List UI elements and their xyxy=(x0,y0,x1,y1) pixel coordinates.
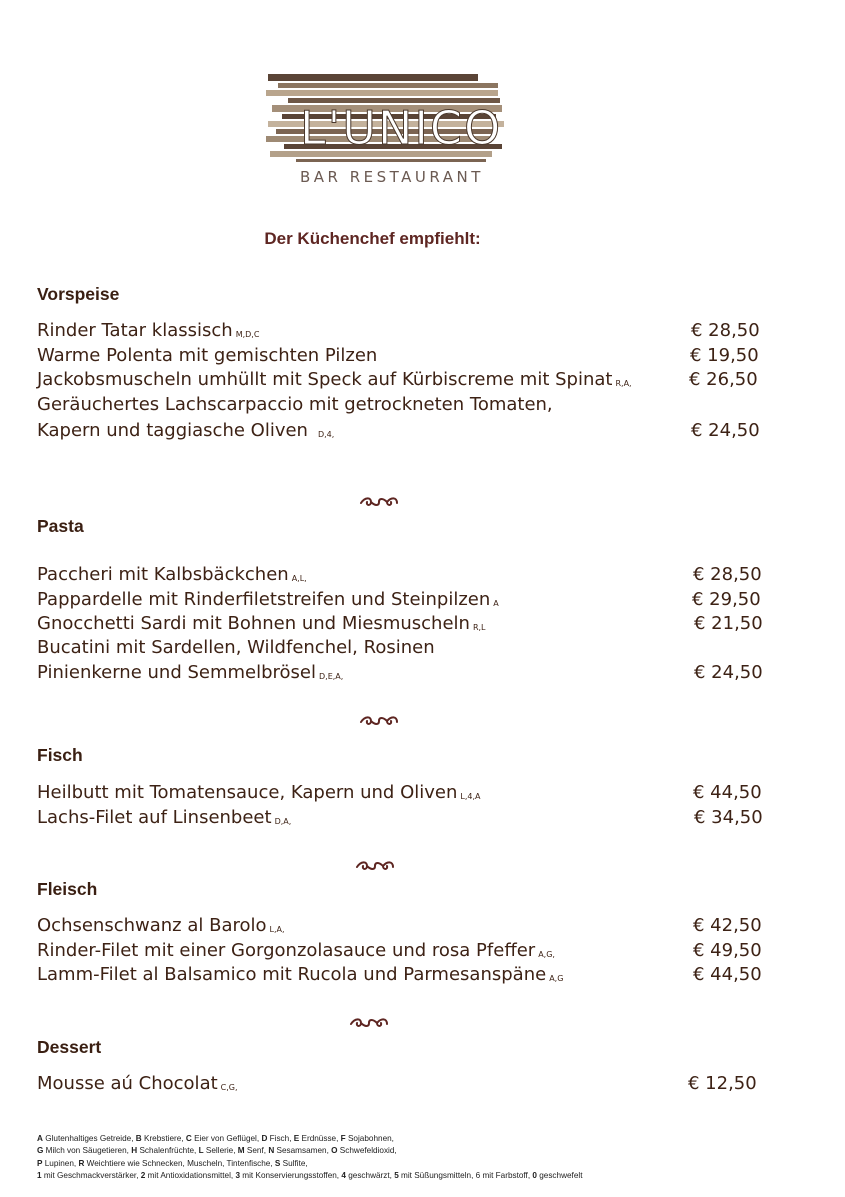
section-title-dessert: Dessert xyxy=(37,1037,102,1057)
allergen-codes: A,L, xyxy=(291,574,307,583)
menu-item xyxy=(37,420,760,444)
menu-item xyxy=(37,589,761,613)
allergen-codes: D,A, xyxy=(274,817,292,826)
allergen-legend xyxy=(37,1133,582,1182)
legend-line: G Milch von Säugetieren, H Schalenfrüchte, L Sellerie, M Senf, N Sesamsamen, O Schwefeldioxid, xyxy=(37,1146,397,1156)
dish-name: Rinder-Filet mit einer Gorgonzolasauce und rosa Pfeffer xyxy=(37,940,536,961)
allergen-codes: A,G xyxy=(549,974,564,983)
menu-item xyxy=(37,394,757,418)
logo-wordmark: L'UNICO xyxy=(300,101,503,155)
page-title: Der Küchenchef empfiehlt: xyxy=(264,229,481,248)
dish-name: Heilbutt mit Tomatensauce, Kapern und Oliven xyxy=(37,782,458,803)
menu-item xyxy=(37,964,762,988)
dish-name: Ochsenschwanz al Barolo xyxy=(37,915,267,936)
menu-item xyxy=(37,345,757,369)
dish-name: Gnocchetti Sardi mit Bohnen und Miesmuscheln xyxy=(37,613,470,634)
section-title-vorspeise: Vorspeise xyxy=(37,284,120,304)
menu-item xyxy=(37,369,757,393)
allergen-codes: A xyxy=(493,599,499,608)
dish-name: Pinienkerne und Semmelbrösel xyxy=(37,662,316,683)
dish-price: € 44,50 xyxy=(693,782,762,803)
dish-price: € 21,50 xyxy=(694,613,763,634)
dish-price: € 28,50 xyxy=(691,320,760,341)
dish-price: € 28,50 xyxy=(693,564,762,585)
dish-name: Kapern und taggiasche Oliven xyxy=(37,420,308,441)
allergen-codes: A,G, xyxy=(538,950,555,959)
ornament-divider xyxy=(355,860,395,872)
menu-item xyxy=(37,613,763,637)
allergen-codes: D,E,A, xyxy=(319,672,344,681)
allergen-codes: R,L xyxy=(472,623,486,632)
legend-line: P Lupinen, R Weichtiere wie Schnecken, Muscheln, Tintenfische, S Sulfite, xyxy=(37,1158,308,1168)
menu-item xyxy=(37,940,762,964)
dish-name: Lachs-Filet auf Linsenbeet xyxy=(37,807,272,828)
dish-name: Pappardelle mit Rinderfiletstreifen und Steinpilzen xyxy=(37,589,491,610)
menu-item xyxy=(37,1073,757,1097)
dish-name: Bucatini mit Sardellen, Wildfenchel, Rosinen xyxy=(37,637,435,658)
allergen-codes: M,D,C xyxy=(235,330,260,339)
menu-item xyxy=(37,782,762,806)
dish-price: € 24,50 xyxy=(694,662,763,683)
menu-item xyxy=(37,637,757,661)
allergen-codes: C,G, xyxy=(220,1083,238,1092)
ornament-divider xyxy=(349,1017,389,1029)
ornament-divider xyxy=(359,715,399,727)
allergen-codes: L,A, xyxy=(269,925,285,934)
section-title-fleisch: Fleisch xyxy=(37,879,98,899)
menu-item xyxy=(37,662,763,686)
dish-price: € 44,50 xyxy=(693,964,762,985)
menu-item xyxy=(37,915,762,939)
dish-name: Lamm-Filet al Balsamico mit Rucola und Parmesanspäne xyxy=(37,964,547,985)
dish-price: € 34,50 xyxy=(694,807,763,828)
section-title-pasta: Pasta xyxy=(37,516,84,536)
legend-line: A Glutenhaltiges Getreide, B Krebstiere, C Eier von Geflügel, D Fisch, E Erdnüsse, F Sojabohnen, xyxy=(37,1134,394,1143)
dish-price: € 29,50 xyxy=(692,589,761,610)
dish-name: Jackobsmuscheln umhüllt mit Speck auf Kürbiscreme mit Spinat xyxy=(37,369,613,390)
allergen-codes: R,A, xyxy=(615,379,632,388)
dish-price: € 24,50 xyxy=(691,420,760,441)
dish-name: Rinder Tatar klassisch xyxy=(37,320,233,341)
allergen-codes: D,4, xyxy=(317,430,335,439)
allergen-codes: L,4,A xyxy=(460,792,481,801)
logo-subtitle: BAR RESTAURANT xyxy=(300,168,484,186)
dish-price: € 42,50 xyxy=(693,915,762,936)
legend-line: 1 mit Geschmackverstärker, 2 mit Antioxidationsmittel, 3 mit Konservierungsstoffen, 4 geschwärzt, 5 mit Süßungsmitteln, 6 mit Farbstoff, 0 geschwefelt xyxy=(37,1170,583,1180)
section-title-fisch: Fisch xyxy=(37,745,83,765)
dish-price: € 26,50 xyxy=(689,369,758,390)
dish-price: € 12,50 xyxy=(688,1073,757,1094)
dish-name: Paccheri mit Kalbsbäckchen xyxy=(37,564,289,585)
dish-name: Mousse aú Chocolat xyxy=(37,1073,218,1094)
menu-item xyxy=(37,564,762,588)
ornament-divider xyxy=(359,496,399,508)
dish-price: € 49,50 xyxy=(693,940,762,961)
dish-name: Geräuchertes Lachscarpaccio mit getrockneten Tomaten, xyxy=(37,394,553,415)
dish-name: Warme Polenta mit gemischten Pilzen xyxy=(37,345,378,366)
dish-price: € 19,50 xyxy=(690,345,759,366)
menu-item xyxy=(37,320,760,344)
menu-item xyxy=(37,807,763,831)
